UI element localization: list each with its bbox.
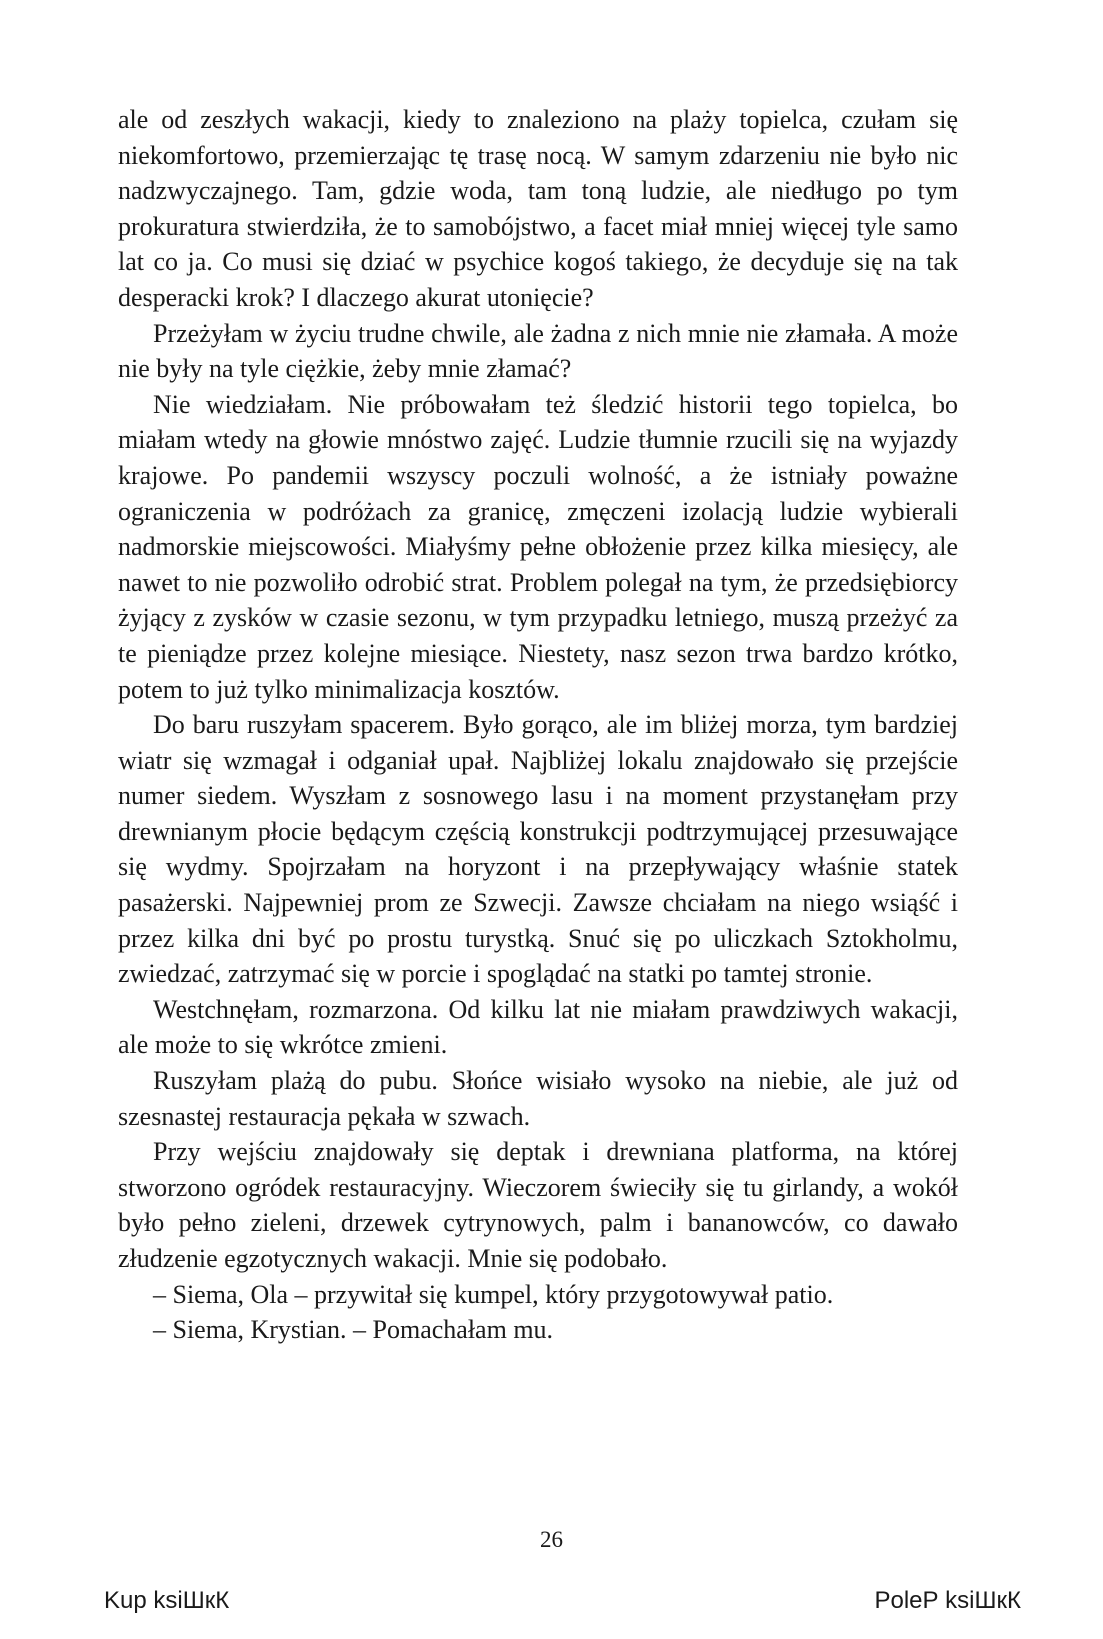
paragraph: Ruszyłam plażą do pubu. Słońce wisiało wysoko na niebie, ale już od szesnastej restauracja pękała w szwach. <box>118 1066 958 1131</box>
paragraph: Nie wiedziałam. Nie próbowałam też śledzić historii tego topielca, bo miałam wtedy na głowie mnóstwo zajęć. Ludzie tłumnie rzucili się na wyjazdy krajowe. Po pandemii wszyscy poczuli wolność, a że istniały poważne ograniczenia w podróżach za granicę, zmęczeni izolacją ludzie wybierali nadmorskie miejscowości. Miałyśmy pełne obłożenie przez kilka miesięcy, ale nawet to nie pozwoliło odrobić strat. Problem polegał na tym, że przedsiębiorcy żyjący z zysków w czasie sezonu, w tym przypadku letniego, muszą przeżyć za te pieniądze przez kolejne miesiące. Niestety, nasz sezon trwa bardzo krótko, potem to już tylko minimalizacja kosztów. <box>118 389 958 704</box>
recommend-book-link[interactable]: PoleР ksiШкК <box>874 1587 1021 1614</box>
page-number: 26 <box>540 1527 563 1552</box>
paragraph: Do baru ruszyłam spacerem. Było gorąco, ale im bliżej morza, tym bardziej wiatr się wzmagał i odganiał upał. Najbliżej lokalu znajdowało się przejście numer siedem. Wyszłam z sosnowego lasu i na moment przystanęłam przy drewnianym płocie będącym częścią konstrukcji podtrzymującej przesuwające się wydmy. Spojrzałam na horyzont i na przepływający właśnie statek pasażerski. Najpewniej prom ze Szwecji. Zawsze chciałam na niego wsiąść i przez kilka dni być po prostu turystką. Snuć się po uliczkach Sztokholmu, zwiedzać, zatrzymać się w porcie i spoglądać na statki po tamtej stronie. <box>118 710 958 989</box>
dialogue-line: – Siema, Krystian. – Pomachałam mu. <box>153 1315 554 1345</box>
paragraph: Przeżyłam w życiu trudne chwile, ale żadna z nich mnie nie złamała. A może nie były na tyle ciężkie, żeby mnie złamać? <box>118 318 958 384</box>
buy-book-link[interactable]: Kup ksiШкК <box>104 1587 230 1614</box>
paragraph: Westchnęłam, rozmarzona. Od kilku lat nie miałam prawdziwych wakacji, ale może to się wkrótce zmieni. <box>118 994 958 1060</box>
paragraph: Przy wejściu znajdowały się deptak i drewniana platforma, na której stworzono ogródek restauracyjny. Wieczorem świeciły się tu girlandy, a wokół było pełno zieleni, drzewek cytrynowych, palm i bananowców, co dawało złudzenie egzotycznych wakacji. Mnie się podobało. <box>118 1137 958 1273</box>
book-page-text <box>118 102 958 1348</box>
dialogue-line: – Siema, Ola – przywitał się kumpel, który przygotowywał patio. <box>153 1279 834 1309</box>
paragraph: ale od zeszłych wakacji, kiedy to znaleziono na plaży topielca, czułam się niekomfortowo, przemierzając tę trasę nocą. W samym zdarzeniu nie było nic nadzwyczajnego. Tam, gdzie woda, tam toną ludzie, ale niedługo po tym prokuratura stwierdziła, że to samobójstwo, a facet miał mniej więcej tyle samo lat co ja. Co musi się dziać w psychice kogoś takiego, że decyduje się na tak desperacki krok? I dlaczego akurat utonięcie? <box>118 105 958 312</box>
